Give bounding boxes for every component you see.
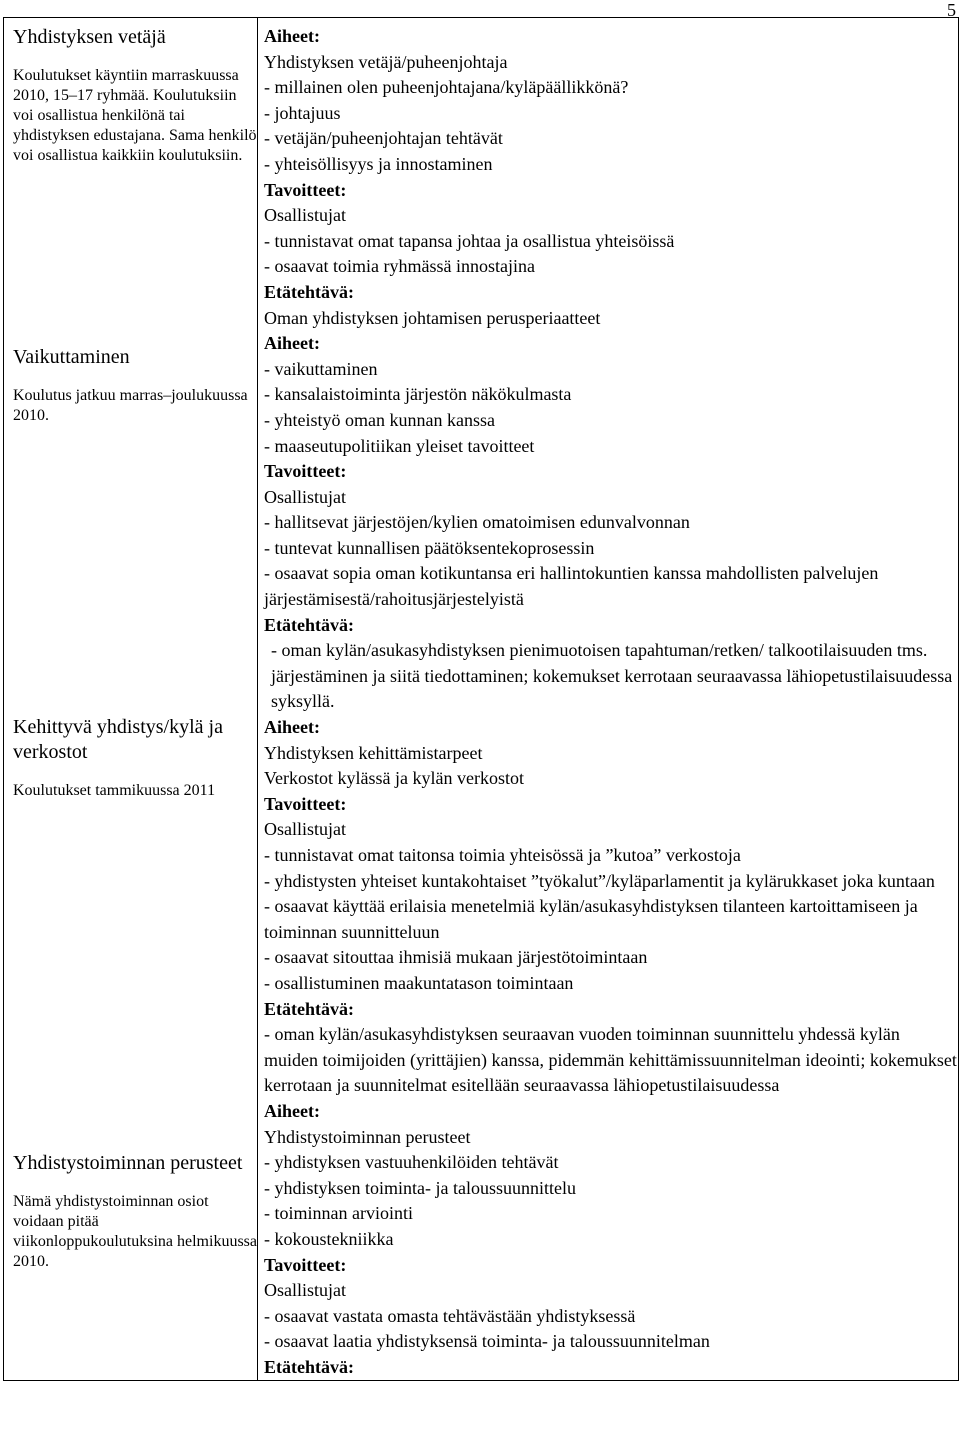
section-heading: Aiheet:: [264, 26, 320, 46]
content-line: - yhdistyksen toiminta- ja taloussuunnittelu: [264, 1177, 576, 1198]
course-content: [258, 18, 958, 1380]
content-line: - yhteistyö oman kunnan kanssa: [264, 409, 495, 430]
content-line: - vetäjän/puheenjohtajan tehtävät: [264, 128, 503, 149]
section-title: Yhdistystoiminnan perusteet: [13, 1152, 243, 1174]
course-table: [3, 17, 959, 1381]
content-line: - oman kylän/asukasyhdistyksen pienimuotoisen tapahtuman/retken/ talkootilaisuuden tms. järjestäminen ja siitä tiedottaminen; kokemukset kerrotaan seuraavassa lähiopetustilaisuudessa syksyllä.: [271, 640, 953, 712]
section-block: [13, 25, 257, 345]
section-heading: Tavoitteet:: [264, 461, 347, 482]
section-title: Vaikuttaminen: [13, 346, 130, 368]
content-line: - tunnistavat omat taitonsa toimia yhteisössä ja ”kutoa” verkostoja: [264, 845, 741, 865]
content-line: - tunnistavat omat tapansa johtaa ja osallistua yhteisöissä: [264, 230, 675, 251]
content-line: - vaikuttaminen: [264, 358, 378, 379]
content-line: - osaavat laatia yhdistyksensä toiminta- ja taloussuunnitelman: [264, 1331, 710, 1352]
section-block: [13, 345, 257, 715]
content-line: - kokoustekniikka: [264, 1228, 394, 1249]
section-heading: Etätehtävä:: [264, 1356, 354, 1377]
table-row: [4, 18, 959, 1381]
page-number: 5: [947, 0, 956, 20]
content-line: - yhdistyksen vastuuhenkilöiden tehtävät: [264, 1152, 559, 1173]
content-line: Yhdistyksen kehittämistarpeet: [264, 742, 483, 763]
content-line: Osallistujat: [264, 205, 346, 226]
content-line: Osallistujat: [264, 819, 346, 840]
content-line: Osallistujat: [264, 486, 346, 507]
content-line: Osallistujat: [264, 1280, 346, 1301]
content-line: - johtajuus: [264, 102, 341, 123]
content-line: Yhdistyksen vetäjä/puheenjohtaja: [264, 51, 508, 72]
content-line: - osallistuminen maakuntatason toimintaan: [264, 972, 574, 993]
section-note: Koulutukset käyntiin marraskuussa 2010, 15–17 ryhmää. Koulutuksiin voi osallistua henkilönä tai yhdistyksen edustajana. Sama henkilö voi osallistua kaikkiin koulutuksiin.: [13, 67, 257, 164]
content-line: - millainen olen puheenjohtajana/kyläpäällikkönä?: [264, 77, 629, 98]
section-heading: Tavoitteet:: [264, 1254, 347, 1275]
section-note: Koulutukset tammikuussa 2011: [13, 782, 216, 799]
content-line: - maaseutupolitiikan yleiset tavoitteet: [264, 435, 535, 456]
content-line: - tuntevat kunnallisen päätöksentekoprosessin: [264, 537, 595, 558]
content-line: - toiminnan arviointi: [264, 1203, 413, 1224]
section-heading: Tavoitteet:: [264, 793, 347, 814]
section-title: Kehittyvä yhdistys/kylä ja verkostot: [13, 716, 223, 763]
left-column: [4, 18, 258, 1381]
content-line: Verkostot kylässä ja kylän verkostot: [264, 768, 524, 789]
right-column: [258, 18, 959, 1381]
section-block: [13, 715, 257, 1151]
content-line: Oman yhdistyksen johtamisen perusperiaatteet: [264, 307, 601, 328]
section-title: Yhdistyksen vetäjä: [13, 26, 166, 48]
content-line: - hallitsevat järjestöjen/kylien omatoimisen edunvalvonnan: [264, 512, 690, 533]
content-line: - osaavat sopia oman kotikuntansa eri hallintokuntien kanssa mahdollisten palvelujen järjestämisestä/rahoitusjärjestelyistä: [264, 563, 879, 610]
section-heading: Etätehtävä:: [264, 998, 354, 1019]
content-line: - osaavat käyttää erilaisia menetelmiä kylän/asukasyhdistyksen tilanteen kartoittamiseen ja toiminnan suunnitteluun: [264, 896, 918, 942]
section-heading: Aiheet:: [264, 333, 320, 354]
section-block: [13, 1151, 257, 1272]
section-heading: Aiheet:: [264, 1100, 320, 1121]
section-heading: Aiheet:: [264, 717, 320, 738]
content-line: - kansalaistoiminta järjestön näkökulmasta: [264, 384, 572, 405]
content-line: - oman kylän/asukasyhdistyksen seuraavan vuoden toiminnan suunnittelu yhdessä kylän muiden toimijoiden (yrittäjien) kanssa, pidemmän kehittämissuunnitelman ideointi; kokemukset kerrotaan ja suunnitelmat esitellään seuraavassa lähiopetustilaisuudessa: [264, 1024, 957, 1096]
section-heading: Etätehtävä:: [264, 614, 354, 635]
section-note: Koulutus jatkuu marras–joulukuussa 2010.: [13, 387, 248, 424]
section-heading: Etätehtävä:: [264, 281, 354, 302]
content-line: Yhdistystoiminnan perusteet: [264, 1126, 471, 1147]
section-note: Nämä yhdistystoiminnan osiot voidaan pitää viikonloppukoulutuksina helmikuussa 2010.: [13, 1193, 257, 1270]
content-line: - yhdistysten yhteiset kuntakohtaiset ”työkalut”/kyläparlamentit ja kylärukkaset joka kuntaan: [264, 870, 935, 891]
content-line: - osaavat vastata omasta tehtävästään yhdistyksessä: [264, 1305, 636, 1326]
content-line: - osaavat toimia ryhmässä innostajina: [264, 256, 535, 277]
content-line: - yhteisöllisyys ja innostaminen: [264, 153, 493, 174]
section-heading: Tavoitteet:: [264, 179, 347, 200]
content-line: - osaavat sitouttaa ihmisiä mukaan järjestötoimintaan: [264, 947, 648, 968]
